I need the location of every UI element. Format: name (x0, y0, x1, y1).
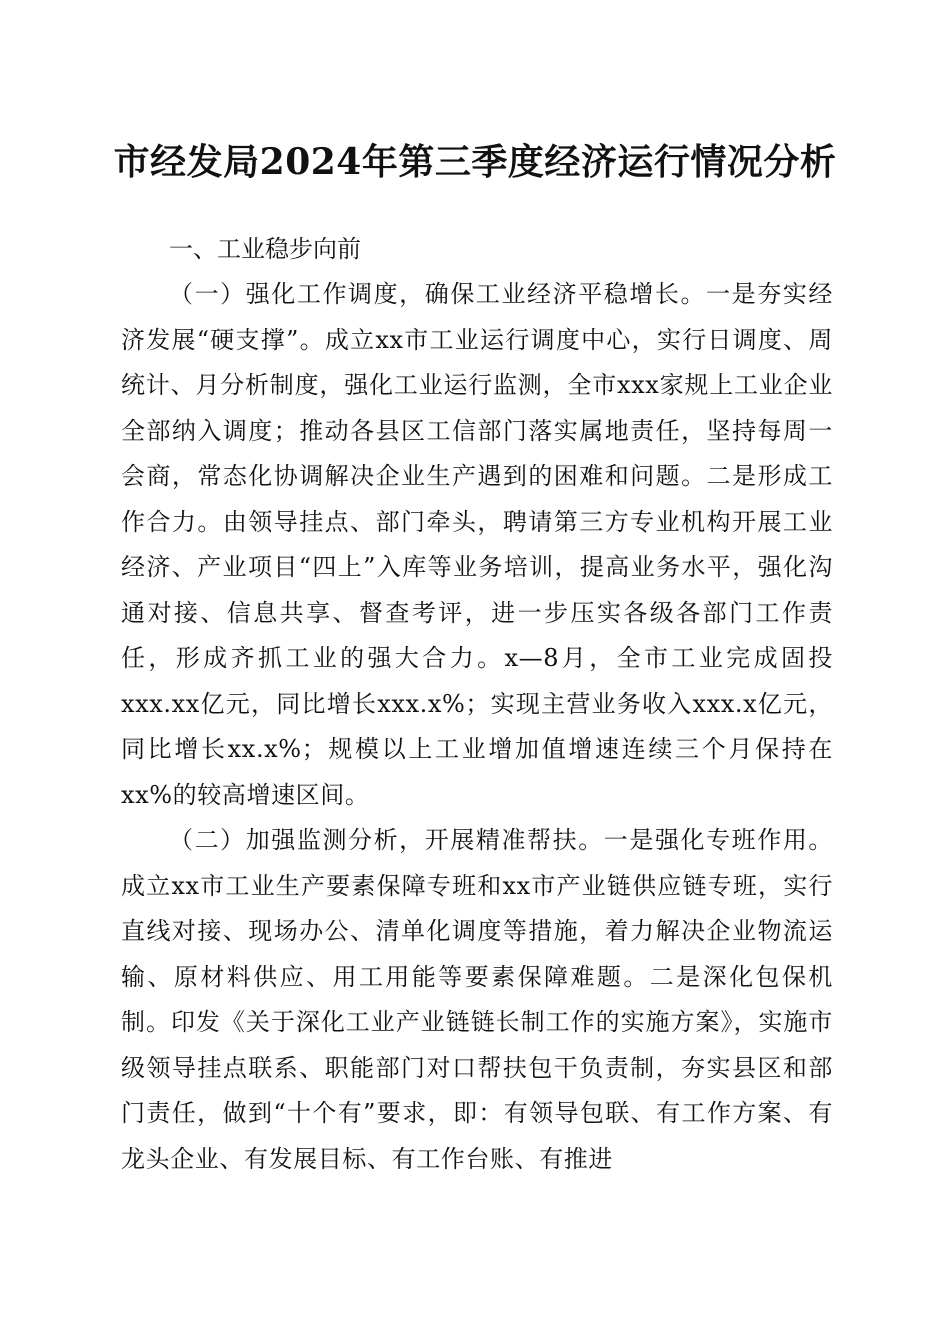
section-heading-industry: 一、工业稳步向前 (169, 235, 361, 263)
paragraph-body: 一是夯实经济发展“硬支撑”。成立xx市工业运行调度中心，实行日调度、周统计、月分析制度，强化工业运行监测，全市xxx家规上工业企业全部纳入调度；推动各县区工信部门落实属地责任，坚持每周一会商，常态化协调解决企业生产遇到的困难和问题。二是形成工作合力。由领导挂点、部门牵头，聘请第三方专业机构开展工业经济、产业项目“四上”入库等业务培训，提高业务水平，强化沟通对接、信息共享、督查考评，进一步压实各级各部门工作责任，形成齐抓工业的强大合力。x—8月，全市工业完成固投xxx.xx亿元，同比增长xxx.x%；实现主营业务收入xxx.x亿元，同比增长xx.x%；规模以上工业增加值增速连续三个月保持在xx%的较高增速区间。 (121, 280, 833, 809)
document-body (121, 226, 833, 1182)
paragraph-monitoring-analysis (121, 818, 833, 1182)
paragraph-lead: （一）强化工作调度，确保工业经济平稳增长。 (169, 280, 707, 308)
document-title: 市经发局2024年第三季度经济运行情况分析 (113, 141, 837, 183)
paragraph-work-scheduling (121, 272, 833, 818)
paragraph-lead: （二）加强监测分析，开展精准帮扶。 (169, 826, 604, 854)
paragraph-body: 一是强化专班作用。成立xx市工业生产要素保障专班和xx市产业链供应链专班，实行直线对接、现场办公、清单化调度等措施，着力解决企业物流运输、原材料供应、用工用能等要素保障难题。二是深化包保机制。印发《关于深化工业产业链链长制工作的实施方案》，实施市级领导挂点联系、职能部门对口帮扶包干负责制，夯实县区和部门责任，做到“十个有”要求，即：有领导包联、有工作方案、有龙头企业、有发展目标、有工作台账、有推进 (121, 826, 834, 1173)
